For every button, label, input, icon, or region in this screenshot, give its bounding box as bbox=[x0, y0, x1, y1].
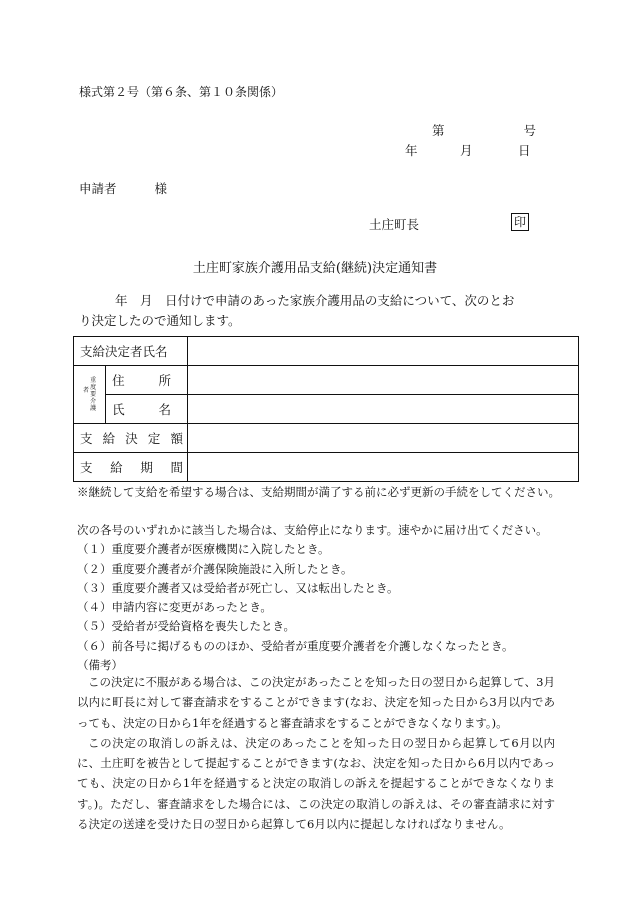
care-vertical-b: 重 度 要 介 護 bbox=[90, 377, 97, 412]
year-label: 年 bbox=[405, 143, 418, 158]
table-row bbox=[74, 453, 579, 482]
table-row bbox=[74, 366, 579, 395]
remarks-label: （備考） bbox=[77, 658, 123, 673]
intro-text bbox=[79, 291, 549, 331]
remarks-paragraph-2: この決定の取消しの訴えは、決定のあったことを知った日の翌日から起算して6月以内に、土庄町を被告として提起することができます(なお、決定を知った日から6月以内であっても、決定の日から1年を経過すると決定の取消しの訴えを提起することができなくなります。)。ただし、審査請求をした場合には、この決定の取消しの訴えは、その審査請求に対する決定の送達を受けた日の翌日から起算して6月以内に提起しなければなりません。 bbox=[77, 735, 555, 832]
recipient-name-label: 支給決定者氏名 bbox=[74, 337, 188, 366]
form-number: 様式第２号（第６条、第１０条関係） bbox=[79, 85, 284, 99]
table-row bbox=[74, 337, 579, 366]
name-label: 氏 名 bbox=[106, 395, 188, 424]
dai-label: 第 bbox=[432, 123, 445, 138]
list-item: （４）申請内容に変更があったとき。 bbox=[77, 600, 272, 615]
list-item: （２）重度要介護者が介護保険施設に入所したとき。 bbox=[77, 561, 353, 576]
day-label: 日 bbox=[518, 143, 531, 158]
list-item: （１）重度要介護者が医療機関に入院したとき。 bbox=[77, 542, 330, 557]
period-label: 支 給 期 間 bbox=[74, 453, 188, 482]
intro-line-2: り決定したので通知します。 bbox=[79, 313, 241, 328]
decision-table bbox=[73, 336, 579, 482]
care-vertical-a: 者 bbox=[83, 387, 90, 394]
seal-icon: 印 bbox=[511, 213, 529, 231]
remarks-paragraph-1: この決定に不服がある場合は、この決定があったことを知った日の翌日から起算して、3月以内に町長に対して審査請求をすることができます(なお、決定を知った日から3月以内であっても、決定の日から1年を経過すると審査請求をすることができなくなります。)。 bbox=[77, 675, 555, 730]
address-label: 住 所 bbox=[106, 366, 188, 395]
list-item: （６）前各号に掲げるもののほか、受給者が重度要介護者を介護しなくなったとき。 bbox=[77, 638, 514, 653]
stop-intro: 次の各号のいずれかに該当した場合は、支給停止になります。速やかに届け出てください。 bbox=[77, 523, 548, 537]
care-recipient-label bbox=[74, 366, 106, 424]
document-number bbox=[432, 121, 536, 139]
document-title: 土庄町家族介護用品支給(継続)決定通知書 bbox=[192, 261, 438, 276]
month-label: 月 bbox=[460, 143, 473, 158]
stop-conditions bbox=[77, 521, 567, 675]
mayor-label: 土庄町長 bbox=[369, 217, 420, 232]
table-row bbox=[74, 395, 579, 424]
go-label: 号 bbox=[523, 123, 536, 138]
applicant-line bbox=[79, 179, 167, 197]
amount-label: 支 給 決 定 額 bbox=[74, 424, 188, 453]
recipient-name-field bbox=[188, 337, 579, 366]
list-item: （３）重度要介護者又は受給者が死亡し、又は転出したとき。 bbox=[77, 580, 399, 595]
period-field bbox=[188, 453, 579, 482]
remarks-text bbox=[77, 672, 555, 834]
address-field bbox=[188, 366, 579, 395]
renewal-note: ※継続して支給を希望する場合は、支給期間が満了する前に必ず更新の手続をしてください。 bbox=[77, 485, 560, 499]
intro-line-1: 年 月 日付けで申請のあった家族介護用品の支給について、次のとお bbox=[115, 293, 515, 308]
table-row bbox=[74, 424, 579, 453]
sama-label: 様 bbox=[154, 181, 168, 196]
amount-field bbox=[188, 424, 579, 453]
applicant-label: 申請者 bbox=[79, 181, 117, 196]
list-item: （５）受給者が受給資格を喪失したとき。 bbox=[77, 619, 296, 634]
name-field bbox=[188, 395, 579, 424]
